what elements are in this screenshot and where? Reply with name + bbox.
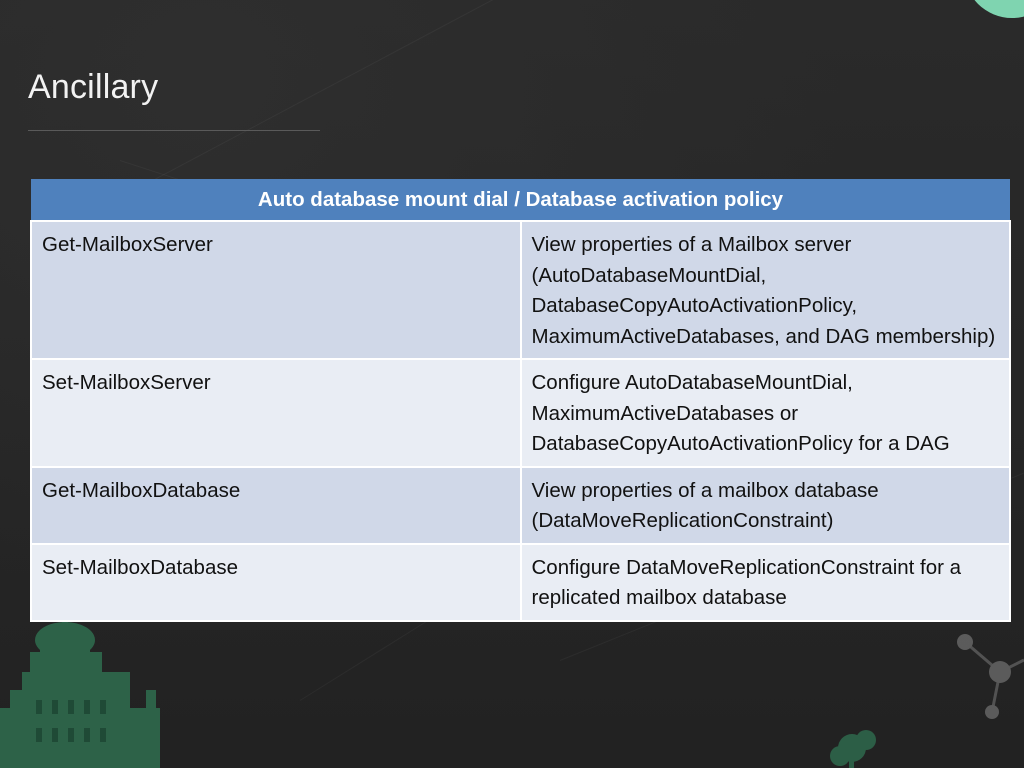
building-silhouette-decoration: [0, 598, 160, 768]
title-underline: [28, 130, 320, 131]
cmdlet-table-container: [30, 179, 1011, 609]
tree-decoration: [830, 730, 876, 768]
description-cell: Configure DataMoveReplicationConstraint for a replicated mailbox database: [521, 544, 1011, 621]
table-row: [31, 467, 1010, 544]
table-row: [31, 544, 1010, 621]
command-cell: Set-MailboxServer: [31, 359, 521, 467]
mint-circle-decoration: [964, 0, 1024, 18]
slide-title: Ancillary: [28, 68, 159, 106]
table-row: [31, 359, 1010, 467]
command-cell: Set-MailboxDatabase: [31, 544, 521, 621]
molecule-decoration: [957, 634, 1024, 719]
command-cell: Get-MailboxServer: [31, 221, 521, 359]
description-cell: Configure AutoDatabaseMountDial, MaximumActiveDatabases or DatabaseCopyAutoActivationPolicy for a DAG: [521, 359, 1011, 467]
description-cell: View properties of a mailbox database (DataMoveReplicationConstraint): [521, 467, 1011, 544]
description-cell: View properties of a Mailbox server (AutoDatabaseMountDial, DatabaseCopyAutoActivationPolicy, MaximumActiveDatabases, and DAG membership): [521, 221, 1011, 359]
table-header: Auto database mount dial / Database activation policy: [31, 179, 1010, 221]
table-header-row: [31, 179, 1010, 221]
table-row: [31, 221, 1010, 359]
cmdlet-table: [30, 179, 1011, 622]
command-cell: Get-MailboxDatabase: [31, 467, 521, 544]
